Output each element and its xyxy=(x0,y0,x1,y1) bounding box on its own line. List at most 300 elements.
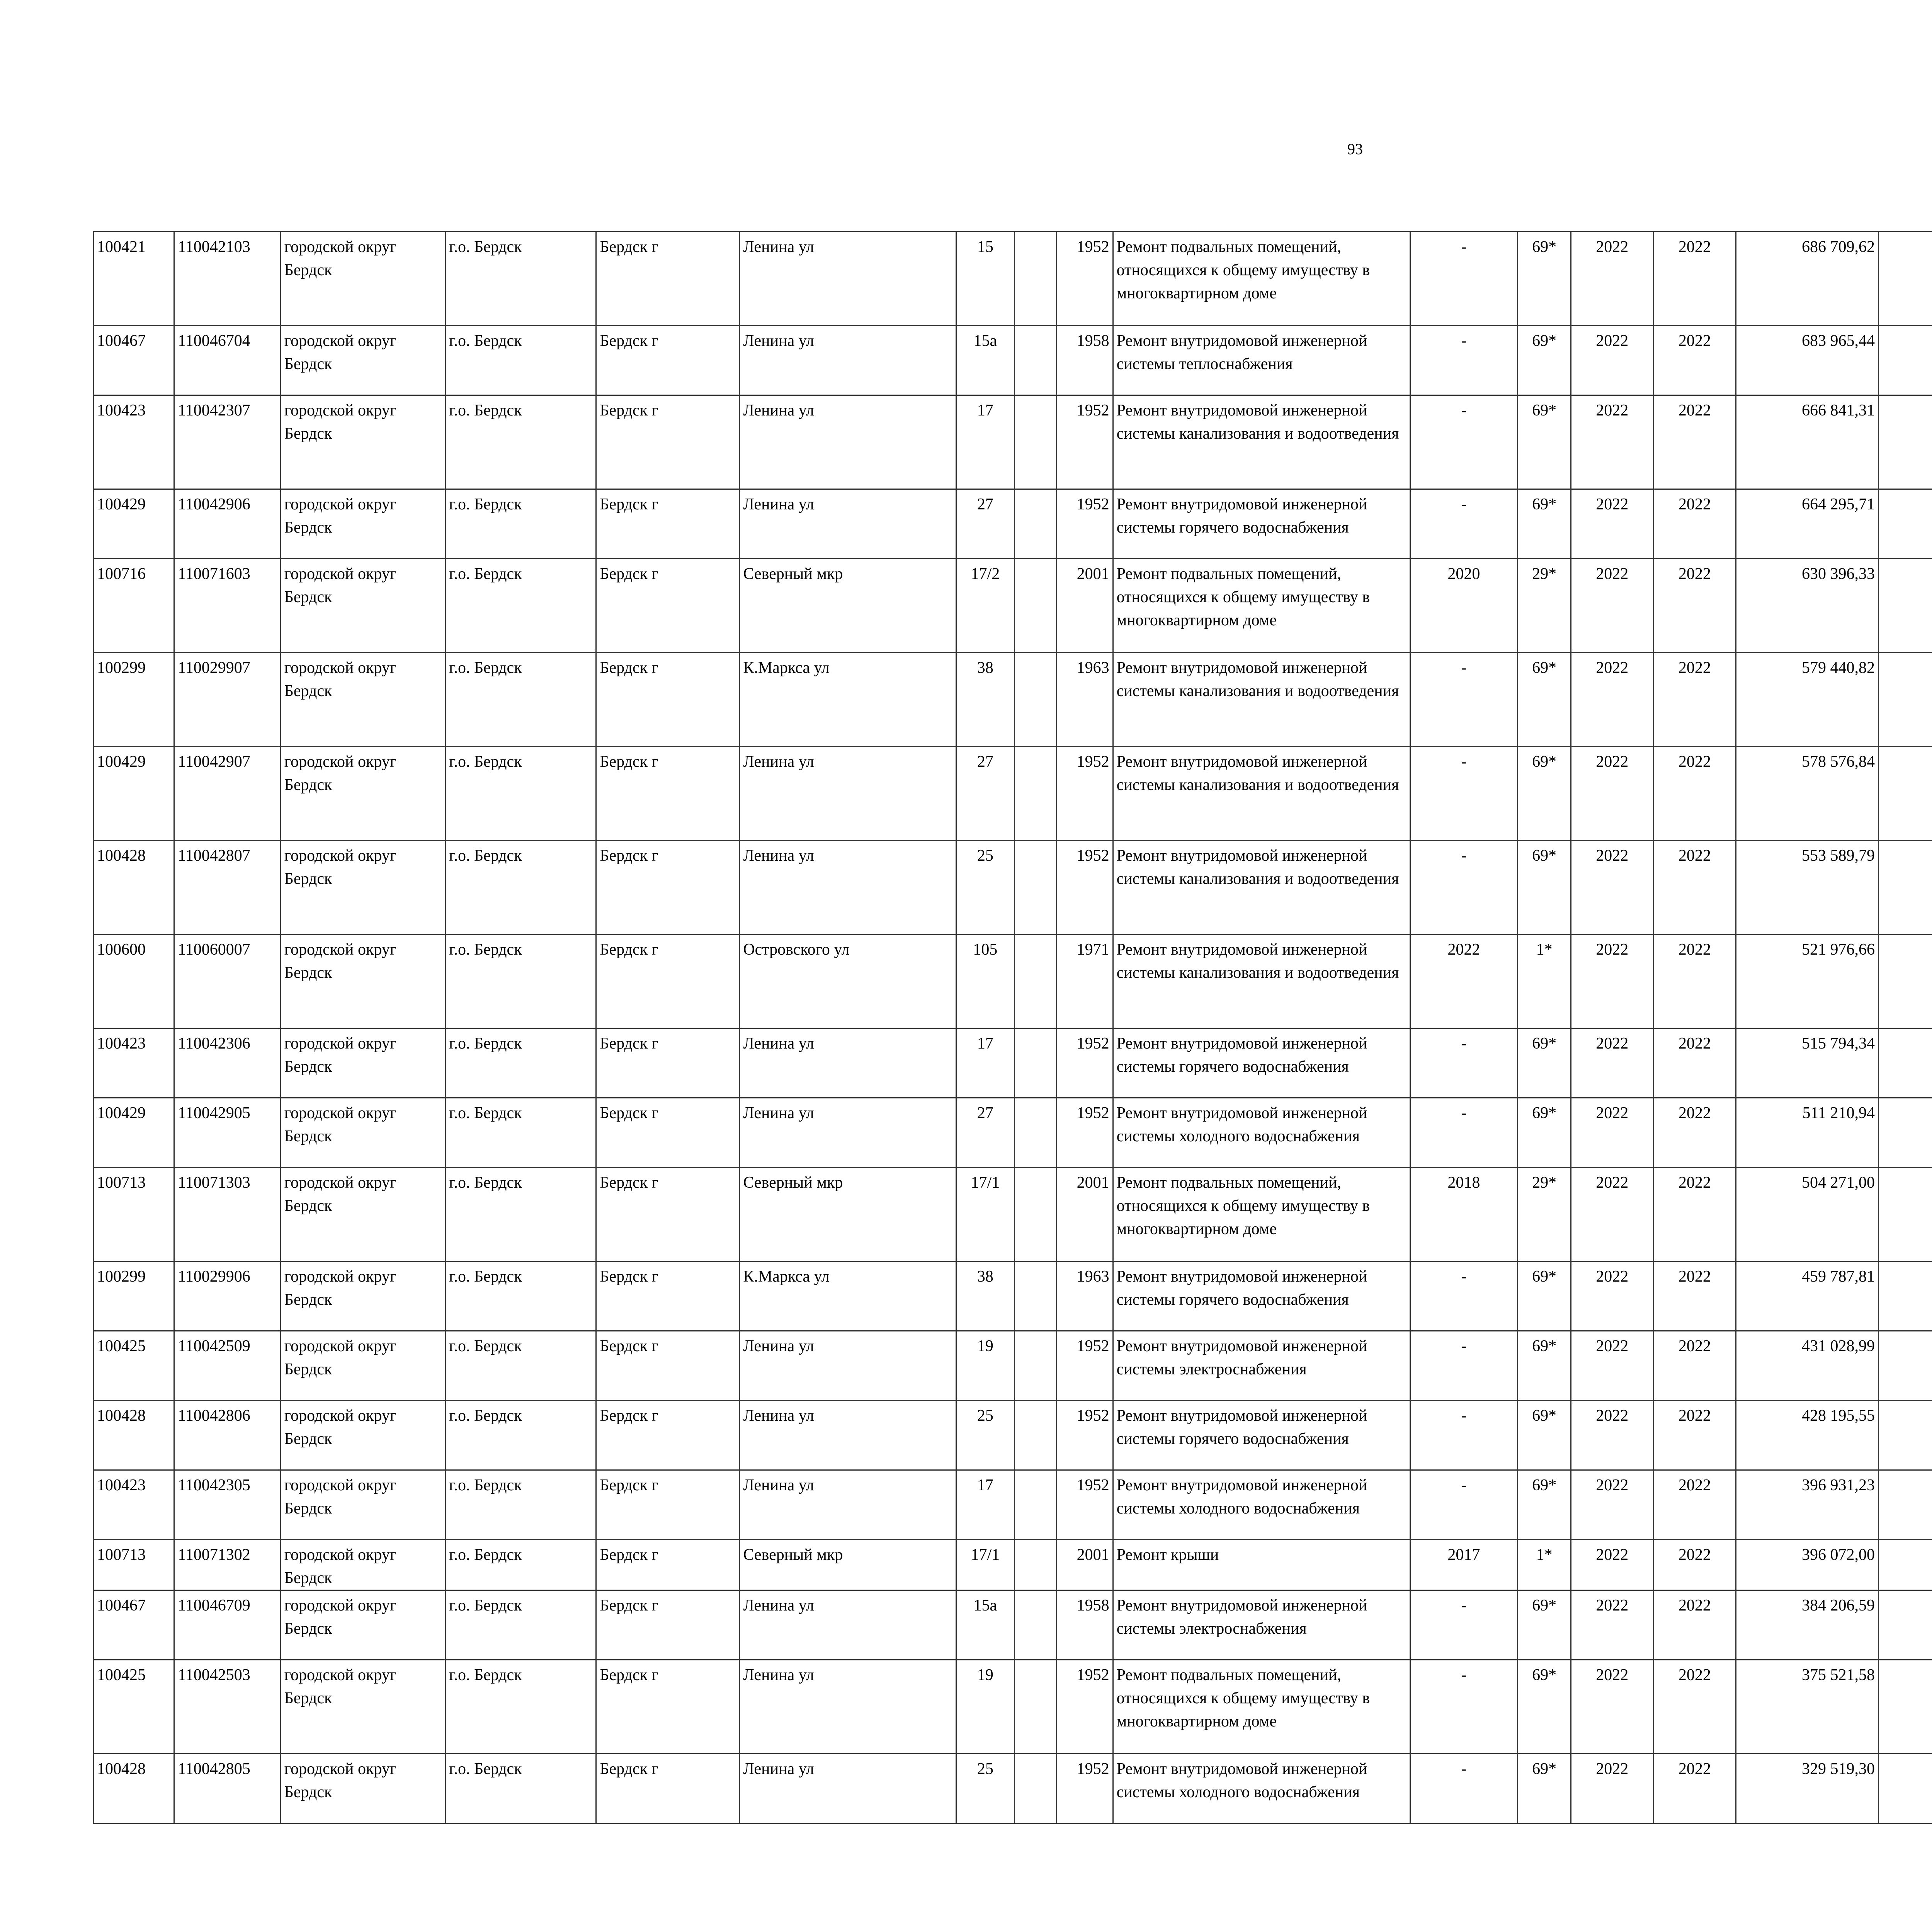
district-cell: г.о. Бердск xyxy=(445,1262,596,1331)
object-id-cell: 100429 xyxy=(94,489,174,559)
house-number-cell: 15а xyxy=(956,1590,1015,1660)
work-type-cell: Ремонт внутридомовой инженерной системы канализования и водоотведения xyxy=(1113,395,1410,489)
district-cell: г.о. Бердск xyxy=(445,1470,596,1540)
total-cost-cell: 329 519,30 xyxy=(1736,1754,1879,1823)
finish-year-cell: 2022 xyxy=(1653,1540,1736,1590)
municipality-cell: городской округ Бердск xyxy=(281,1470,445,1540)
settlement-cell: Бердск г xyxy=(596,395,740,489)
work-type-cell: Ремонт внутридомовой инженерной системы канализования и водоотведения xyxy=(1113,841,1410,935)
fund-cost-cell xyxy=(1878,1540,1932,1590)
work-type-cell: Ремонт внутридомовой инженерной системы теплоснабжения xyxy=(1113,326,1410,395)
table-row xyxy=(94,1331,1932,1401)
build-year-cell: 1952 xyxy=(1057,1098,1113,1168)
settlement-cell: Бердск г xyxy=(596,1754,740,1823)
work-id-cell: 110042103 xyxy=(174,232,281,326)
code-cell: 29* xyxy=(1518,559,1571,653)
finish-year-cell: 2022 xyxy=(1653,1401,1736,1470)
finish-year-cell: 2022 xyxy=(1653,747,1736,841)
object-id-cell: 100467 xyxy=(94,1590,174,1660)
total-cost-cell: 579 440,82 xyxy=(1736,653,1879,747)
building-cell xyxy=(1014,1470,1057,1540)
build-year-cell: 1963 xyxy=(1057,1262,1113,1331)
plan-year-cell: 2022 xyxy=(1571,1098,1653,1168)
street-cell: Ленина ул xyxy=(740,841,956,935)
last-repair-year-cell: - xyxy=(1410,1028,1518,1098)
plan-year-cell: 2022 xyxy=(1571,1401,1653,1470)
code-cell: 69* xyxy=(1518,1028,1571,1098)
building-cell xyxy=(1014,1401,1057,1470)
settlement-cell: Бердск г xyxy=(596,935,740,1028)
build-year-cell: 2001 xyxy=(1057,559,1113,653)
work-type-cell: Ремонт внутридомовой инженерной системы канализования и водоотведения xyxy=(1113,747,1410,841)
object-id-cell: 100429 xyxy=(94,747,174,841)
plan-year-cell: 2022 xyxy=(1571,1590,1653,1660)
fund-cost-cell xyxy=(1878,935,1932,1028)
build-year-cell: 1963 xyxy=(1057,653,1113,747)
last-repair-year-cell: - xyxy=(1410,1331,1518,1401)
settlement-cell: Бердск г xyxy=(596,1401,740,1470)
plan-year-cell: 2022 xyxy=(1571,1470,1653,1540)
work-type-cell: Ремонт внутридомовой инженерной системы горячего водоснабжения xyxy=(1113,1401,1410,1470)
plan-year-cell: 2022 xyxy=(1571,1540,1653,1590)
code-cell: 69* xyxy=(1518,653,1571,747)
municipality-cell: городской округ Бердск xyxy=(281,1401,445,1470)
total-cost-cell: 666 841,31 xyxy=(1736,395,1879,489)
work-id-cell: 110042807 xyxy=(174,841,281,935)
plan-year-cell: 2022 xyxy=(1571,489,1653,559)
last-repair-year-cell: - xyxy=(1410,1590,1518,1660)
district-cell: г.о. Бердск xyxy=(445,653,596,747)
work-id-cell: 110042806 xyxy=(174,1401,281,1470)
total-cost-cell: 504 271,00 xyxy=(1736,1168,1879,1262)
fund-cost-cell xyxy=(1878,559,1932,653)
house-number-cell: 25 xyxy=(956,1754,1015,1823)
settlement-cell: Бердск г xyxy=(596,1540,740,1590)
street-cell: К.Маркса ул xyxy=(740,653,956,747)
code-cell: 69* xyxy=(1518,1660,1571,1754)
street-cell: Ленина ул xyxy=(740,232,956,326)
object-id-cell: 100423 xyxy=(94,1470,174,1540)
fund-cost-cell xyxy=(1878,1660,1932,1754)
district-cell: г.о. Бердск xyxy=(445,935,596,1028)
house-number-cell: 17/1 xyxy=(956,1540,1015,1590)
street-cell: Островского ул xyxy=(740,935,956,1028)
table-row xyxy=(94,1262,1932,1331)
district-cell: г.о. Бердск xyxy=(445,232,596,326)
total-cost-cell: 384 206,59 xyxy=(1736,1590,1879,1660)
municipality-cell: городской округ Бердск xyxy=(281,1168,445,1262)
fund-cost-cell xyxy=(1878,489,1932,559)
finish-year-cell: 2022 xyxy=(1653,232,1736,326)
total-cost-cell: 428 195,55 xyxy=(1736,1401,1879,1470)
fund-cost-cell xyxy=(1878,841,1932,935)
work-id-cell: 110071603 xyxy=(174,559,281,653)
table-row xyxy=(94,232,1932,326)
table-row xyxy=(94,1098,1932,1168)
object-id-cell: 100423 xyxy=(94,1028,174,1098)
street-cell: Ленина ул xyxy=(740,1660,956,1754)
house-number-cell: 27 xyxy=(956,1098,1015,1168)
code-cell: 69* xyxy=(1518,489,1571,559)
total-cost-cell: 431 028,99 xyxy=(1736,1331,1879,1401)
last-repair-year-cell: - xyxy=(1410,1754,1518,1823)
municipality-cell: городской округ Бердск xyxy=(281,1754,445,1823)
table-row xyxy=(94,653,1932,747)
last-repair-year-cell: - xyxy=(1410,747,1518,841)
table-row xyxy=(94,1401,1932,1470)
last-repair-year-cell: - xyxy=(1410,1401,1518,1470)
building-cell xyxy=(1014,1540,1057,1590)
plan-year-cell: 2022 xyxy=(1571,395,1653,489)
municipality-cell: городской округ Бердск xyxy=(281,489,445,559)
house-number-cell: 17/2 xyxy=(956,559,1015,653)
fund-cost-cell xyxy=(1878,1331,1932,1401)
settlement-cell: Бердск г xyxy=(596,1331,740,1401)
settlement-cell: Бердск г xyxy=(596,559,740,653)
build-year-cell: 1952 xyxy=(1057,1401,1113,1470)
fund-cost-cell xyxy=(1878,1590,1932,1660)
work-type-cell: Ремонт внутридомовой инженерной системы холодного водоснабжения xyxy=(1113,1470,1410,1540)
municipality-cell: городской округ Бердск xyxy=(281,841,445,935)
build-year-cell: 1952 xyxy=(1057,1331,1113,1401)
building-cell xyxy=(1014,935,1057,1028)
house-number-cell: 27 xyxy=(956,747,1015,841)
building-cell xyxy=(1014,747,1057,841)
building-cell xyxy=(1014,653,1057,747)
table-row xyxy=(94,559,1932,653)
fund-cost-cell xyxy=(1878,1028,1932,1098)
municipality-cell: городской округ Бердск xyxy=(281,559,445,653)
object-id-cell: 100429 xyxy=(94,1098,174,1168)
district-cell: г.о. Бердск xyxy=(445,1590,596,1660)
municipality-cell: городской округ Бердск xyxy=(281,1028,445,1098)
street-cell: Ленина ул xyxy=(740,1028,956,1098)
house-number-cell: 38 xyxy=(956,653,1015,747)
work-id-cell: 110042307 xyxy=(174,395,281,489)
object-id-cell: 100299 xyxy=(94,1262,174,1331)
code-cell: 69* xyxy=(1518,326,1571,395)
code-cell: 69* xyxy=(1518,1754,1571,1823)
work-type-cell: Ремонт внутридомовой инженерной системы канализования и водоотведения xyxy=(1113,653,1410,747)
work-id-cell: 110042503 xyxy=(174,1660,281,1754)
total-cost-cell: 459 787,81 xyxy=(1736,1262,1879,1331)
finish-year-cell: 2022 xyxy=(1653,841,1736,935)
object-id-cell: 100600 xyxy=(94,935,174,1028)
fund-cost-cell xyxy=(1878,1470,1932,1540)
municipality-cell: городской округ Бердск xyxy=(281,395,445,489)
plan-year-cell: 2022 xyxy=(1571,1754,1653,1823)
work-type-cell: Ремонт внутридомовой инженерной системы электроснабжения xyxy=(1113,1331,1410,1401)
work-type-cell: Ремонт подвальных помещений, относящихся к общему имуществу в многоквартирном доме xyxy=(1113,232,1410,326)
settlement-cell: Бердск г xyxy=(596,1262,740,1331)
fund-cost-cell xyxy=(1878,1401,1932,1470)
district-cell: г.о. Бердск xyxy=(445,489,596,559)
last-repair-year-cell: - xyxy=(1410,841,1518,935)
fund-cost-cell xyxy=(1878,232,1932,326)
municipality-cell: городской округ Бердск xyxy=(281,326,445,395)
municipality-cell: городской округ Бердск xyxy=(281,1262,445,1331)
street-cell: Северный мкр xyxy=(740,559,956,653)
work-id-cell: 110042306 xyxy=(174,1028,281,1098)
code-cell: 69* xyxy=(1518,1590,1571,1660)
capital-repair-table xyxy=(93,231,1932,1824)
object-id-cell: 100425 xyxy=(94,1660,174,1754)
last-repair-year-cell: - xyxy=(1410,1098,1518,1168)
district-cell: г.о. Бердск xyxy=(445,1168,596,1262)
finish-year-cell: 2022 xyxy=(1653,395,1736,489)
building-cell xyxy=(1014,1028,1057,1098)
table-body xyxy=(94,232,1932,1823)
code-cell: 69* xyxy=(1518,1401,1571,1470)
municipality-cell: городской округ Бердск xyxy=(281,1590,445,1660)
building-cell xyxy=(1014,395,1057,489)
last-repair-year-cell: - xyxy=(1410,1262,1518,1331)
work-type-cell: Ремонт крыши xyxy=(1113,1540,1410,1590)
plan-year-cell: 2022 xyxy=(1571,653,1653,747)
settlement-cell: Бердск г xyxy=(596,1590,740,1660)
build-year-cell: 1952 xyxy=(1057,841,1113,935)
house-number-cell: 19 xyxy=(956,1660,1015,1754)
code-cell: 69* xyxy=(1518,841,1571,935)
plan-year-cell: 2022 xyxy=(1571,1262,1653,1331)
district-cell: г.о. Бердск xyxy=(445,747,596,841)
code-cell: 69* xyxy=(1518,395,1571,489)
building-cell xyxy=(1014,1590,1057,1660)
total-cost-cell: 375 521,58 xyxy=(1736,1660,1879,1754)
street-cell: Ленина ул xyxy=(740,489,956,559)
settlement-cell: Бердск г xyxy=(596,653,740,747)
code-cell: 69* xyxy=(1518,232,1571,326)
municipality-cell: городской округ Бердск xyxy=(281,747,445,841)
settlement-cell: Бердск г xyxy=(596,1028,740,1098)
municipality-cell: городской округ Бердск xyxy=(281,1660,445,1754)
code-cell: 1* xyxy=(1518,1540,1571,1590)
municipality-cell: городской округ Бердск xyxy=(281,1540,445,1590)
total-cost-cell: 553 589,79 xyxy=(1736,841,1879,935)
street-cell: Ленина ул xyxy=(740,1754,956,1823)
plan-year-cell: 2022 xyxy=(1571,1331,1653,1401)
object-id-cell: 100716 xyxy=(94,559,174,653)
object-id-cell: 100428 xyxy=(94,1401,174,1470)
object-id-cell: 100421 xyxy=(94,232,174,326)
finish-year-cell: 2022 xyxy=(1653,1331,1736,1401)
work-type-cell: Ремонт внутридомовой инженерной системы горячего водоснабжения xyxy=(1113,1262,1410,1331)
building-cell xyxy=(1014,559,1057,653)
table-row xyxy=(94,489,1932,559)
building-cell xyxy=(1014,841,1057,935)
house-number-cell: 105 xyxy=(956,935,1015,1028)
plan-year-cell: 2022 xyxy=(1571,326,1653,395)
total-cost-cell: 578 576,84 xyxy=(1736,747,1879,841)
district-cell: г.о. Бердск xyxy=(445,559,596,653)
building-cell xyxy=(1014,1168,1057,1262)
municipality-cell: городской округ Бердск xyxy=(281,1331,445,1401)
work-id-cell: 110042907 xyxy=(174,747,281,841)
house-number-cell: 25 xyxy=(956,1401,1015,1470)
street-cell: Северный мкр xyxy=(740,1540,956,1590)
build-year-cell: 2001 xyxy=(1057,1168,1113,1262)
street-cell: Ленина ул xyxy=(740,1590,956,1660)
code-cell: 69* xyxy=(1518,1331,1571,1401)
work-id-cell: 110029907 xyxy=(174,653,281,747)
fund-cost-cell xyxy=(1878,1098,1932,1168)
fund-cost-cell xyxy=(1878,1168,1932,1262)
house-number-cell: 38 xyxy=(956,1262,1015,1331)
object-id-cell: 100425 xyxy=(94,1331,174,1401)
settlement-cell: Бердск г xyxy=(596,489,740,559)
finish-year-cell: 2022 xyxy=(1653,935,1736,1028)
settlement-cell: Бердск г xyxy=(596,326,740,395)
table-row xyxy=(94,1660,1932,1754)
house-number-cell: 17 xyxy=(956,395,1015,489)
code-cell: 69* xyxy=(1518,747,1571,841)
work-type-cell: Ремонт внутридомовой инженерной системы горячего водоснабжения xyxy=(1113,489,1410,559)
plan-year-cell: 2022 xyxy=(1571,1028,1653,1098)
work-type-cell: Ремонт подвальных помещений, относящихся к общему имуществу в многоквартирном доме xyxy=(1113,1168,1410,1262)
finish-year-cell: 2022 xyxy=(1653,653,1736,747)
build-year-cell: 1952 xyxy=(1057,1754,1113,1823)
finish-year-cell: 2022 xyxy=(1653,1028,1736,1098)
municipality-cell: городской округ Бердск xyxy=(281,935,445,1028)
settlement-cell: Бердск г xyxy=(596,841,740,935)
build-year-cell: 1952 xyxy=(1057,1470,1113,1540)
last-repair-year-cell: - xyxy=(1410,395,1518,489)
build-year-cell: 1958 xyxy=(1057,1590,1113,1660)
total-cost-cell: 686 709,62 xyxy=(1736,232,1879,326)
last-repair-year-cell: 2017 xyxy=(1410,1540,1518,1590)
settlement-cell: Бердск г xyxy=(596,1168,740,1262)
fund-cost-cell xyxy=(1878,326,1932,395)
total-cost-cell: 664 295,71 xyxy=(1736,489,1879,559)
house-number-cell: 17 xyxy=(956,1028,1015,1098)
code-cell: 69* xyxy=(1518,1098,1571,1168)
build-year-cell: 1952 xyxy=(1057,489,1113,559)
build-year-cell: 1952 xyxy=(1057,1028,1113,1098)
plan-year-cell: 2022 xyxy=(1571,559,1653,653)
street-cell: Ленина ул xyxy=(740,395,956,489)
work-id-cell: 110060007 xyxy=(174,935,281,1028)
plan-year-cell: 2022 xyxy=(1571,232,1653,326)
work-type-cell: Ремонт внутридомовой инженерной системы холодного водоснабжения xyxy=(1113,1098,1410,1168)
district-cell: г.о. Бердск xyxy=(445,1331,596,1401)
last-repair-year-cell: - xyxy=(1410,489,1518,559)
fund-cost-cell xyxy=(1878,1754,1932,1823)
work-id-cell: 110071302 xyxy=(174,1540,281,1590)
total-cost-cell: 683 965,44 xyxy=(1736,326,1879,395)
build-year-cell: 1971 xyxy=(1057,935,1113,1028)
building-cell xyxy=(1014,1660,1057,1754)
work-type-cell: Ремонт внутридомовой инженерной системы канализования и водоотведения xyxy=(1113,935,1410,1028)
building-cell xyxy=(1014,1331,1057,1401)
work-type-cell: Ремонт внутридомовой инженерной системы электроснабжения xyxy=(1113,1590,1410,1660)
building-cell xyxy=(1014,1098,1057,1168)
settlement-cell: Бердск г xyxy=(596,1660,740,1754)
building-cell xyxy=(1014,232,1057,326)
build-year-cell: 2001 xyxy=(1057,1540,1113,1590)
house-number-cell: 17/1 xyxy=(956,1168,1015,1262)
table-row xyxy=(94,1168,1932,1262)
finish-year-cell: 2022 xyxy=(1653,1660,1736,1754)
table-row xyxy=(94,1590,1932,1660)
building-cell xyxy=(1014,489,1057,559)
settlement-cell: Бердск г xyxy=(596,1098,740,1168)
plan-year-cell: 2022 xyxy=(1571,747,1653,841)
district-cell: г.о. Бердск xyxy=(445,326,596,395)
last-repair-year-cell: - xyxy=(1410,326,1518,395)
code-cell: 69* xyxy=(1518,1470,1571,1540)
table-row xyxy=(94,395,1932,489)
street-cell: К.Маркса ул xyxy=(740,1262,956,1331)
object-id-cell: 100299 xyxy=(94,653,174,747)
object-id-cell: 100428 xyxy=(94,1754,174,1823)
last-repair-year-cell: - xyxy=(1410,232,1518,326)
finish-year-cell: 2022 xyxy=(1653,326,1736,395)
last-repair-year-cell: 2022 xyxy=(1410,935,1518,1028)
work-id-cell: 110042305 xyxy=(174,1470,281,1540)
house-number-cell: 15 xyxy=(956,232,1015,326)
total-cost-cell: 515 794,34 xyxy=(1736,1028,1879,1098)
object-id-cell: 100467 xyxy=(94,326,174,395)
fund-cost-cell xyxy=(1878,1262,1932,1331)
object-id-cell: 100423 xyxy=(94,395,174,489)
plan-year-cell: 2022 xyxy=(1571,1660,1653,1754)
table-row xyxy=(94,1540,1932,1590)
build-year-cell: 1952 xyxy=(1057,232,1113,326)
total-cost-cell: 396 931,23 xyxy=(1736,1470,1879,1540)
code-cell: 69* xyxy=(1518,1262,1571,1331)
house-number-cell: 17 xyxy=(956,1470,1015,1540)
plan-year-cell: 2022 xyxy=(1571,1168,1653,1262)
street-cell: Ленина ул xyxy=(740,1098,956,1168)
table-row xyxy=(94,1754,1932,1823)
building-cell xyxy=(1014,1754,1057,1823)
work-type-cell: Ремонт подвальных помещений, относящихся к общему имуществу в многоквартирном доме xyxy=(1113,1660,1410,1754)
last-repair-year-cell: - xyxy=(1410,1660,1518,1754)
settlement-cell: Бердск г xyxy=(596,747,740,841)
district-cell: г.о. Бердск xyxy=(445,1540,596,1590)
code-cell: 29* xyxy=(1518,1168,1571,1262)
table-row xyxy=(94,1028,1932,1098)
work-id-cell: 110029906 xyxy=(174,1262,281,1331)
finish-year-cell: 2022 xyxy=(1653,489,1736,559)
total-cost-cell: 511 210,94 xyxy=(1736,1098,1879,1168)
object-id-cell: 100428 xyxy=(94,841,174,935)
work-id-cell: 110042906 xyxy=(174,489,281,559)
finish-year-cell: 2022 xyxy=(1653,1590,1736,1660)
street-cell: Ленина ул xyxy=(740,1470,956,1540)
total-cost-cell: 396 072,00 xyxy=(1736,1540,1879,1590)
plan-year-cell: 2022 xyxy=(1571,841,1653,935)
district-cell: г.о. Бердск xyxy=(445,841,596,935)
work-type-cell: Ремонт подвальных помещений, относящихся к общему имуществу в многоквартирном доме xyxy=(1113,559,1410,653)
building-cell xyxy=(1014,1262,1057,1331)
work-id-cell: 110042805 xyxy=(174,1754,281,1823)
street-cell: Ленина ул xyxy=(740,326,956,395)
last-repair-year-cell: 2018 xyxy=(1410,1168,1518,1262)
district-cell: г.о. Бердск xyxy=(445,1098,596,1168)
district-cell: г.о. Бердск xyxy=(445,1660,596,1754)
house-number-cell: 25 xyxy=(956,841,1015,935)
district-cell: г.о. Бердск xyxy=(445,395,596,489)
finish-year-cell: 2022 xyxy=(1653,1168,1736,1262)
total-cost-cell: 521 976,66 xyxy=(1736,935,1879,1028)
settlement-cell: Бердск г xyxy=(596,232,740,326)
house-number-cell: 19 xyxy=(956,1331,1015,1401)
last-repair-year-cell: 2020 xyxy=(1410,559,1518,653)
municipality-cell: городской округ Бердск xyxy=(281,1098,445,1168)
build-year-cell: 1958 xyxy=(1057,326,1113,395)
build-year-cell: 1952 xyxy=(1057,747,1113,841)
